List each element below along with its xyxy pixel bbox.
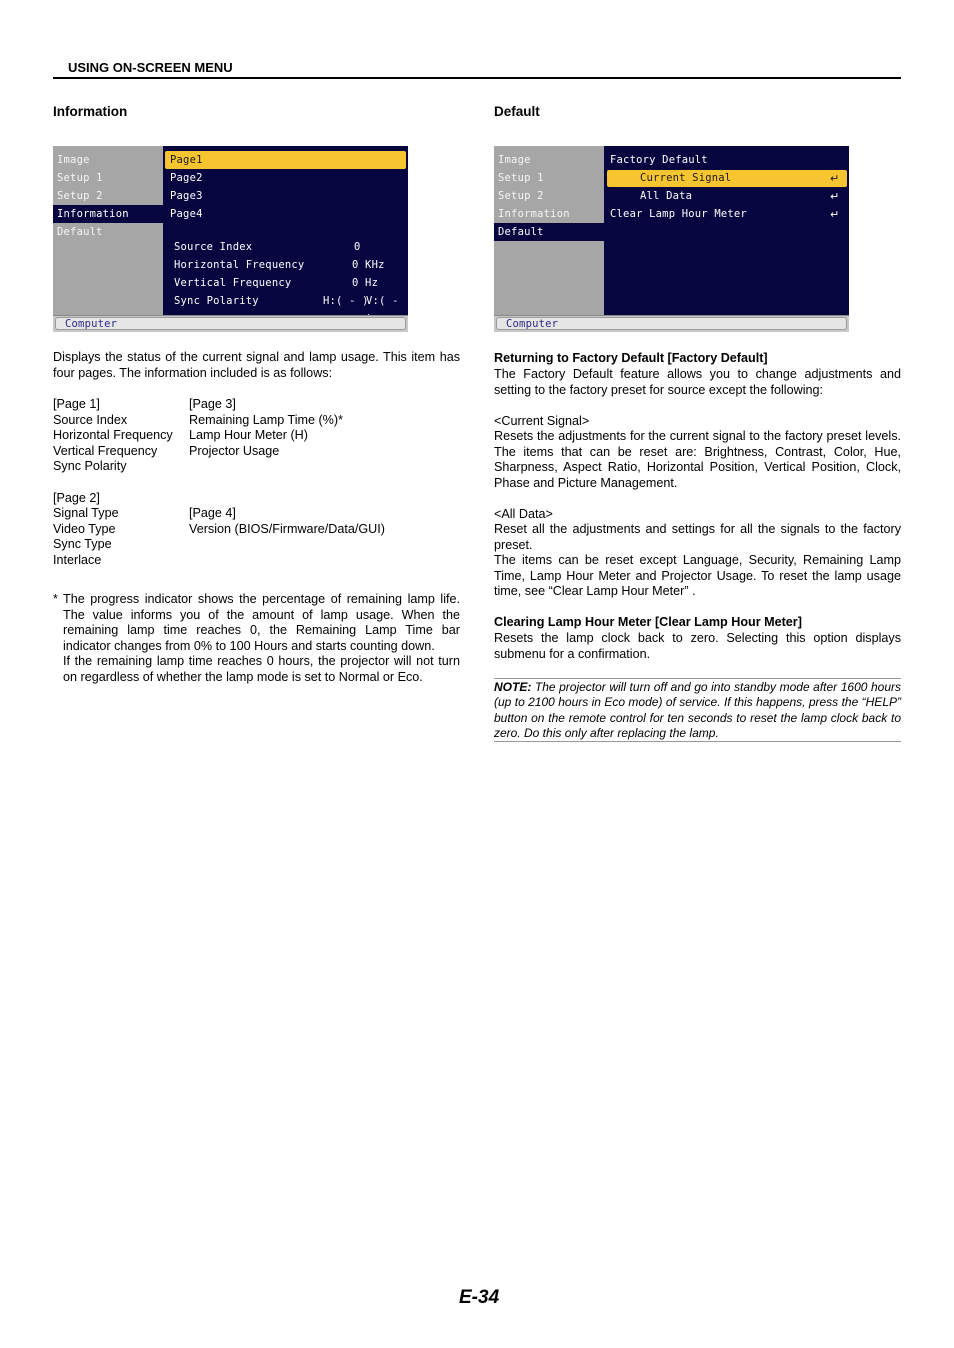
enter-icon: ↵ <box>830 208 840 221</box>
list-item: Projector Usage <box>189 443 280 458</box>
osd-value-sync-polarity-v: V:( - <box>366 295 399 307</box>
information-heading: Information <box>53 104 128 119</box>
note-box <box>494 680 901 742</box>
information-pages-col1 <box>53 397 189 569</box>
osd-value-sync-polarity-h: H:( - ) <box>323 295 369 307</box>
osd-menu-item-setup2[interactable]: Setup 2 <box>498 190 544 202</box>
footnote-text-2: If the remaining lamp time reaches 0 hours, the projector will not turn on regardless of whether the lamp mode is set to Normal or Eco. <box>63 654 460 684</box>
osd-page-tab-1[interactable]: Page1 <box>165 151 406 169</box>
enter-icon: ↵ <box>830 190 840 203</box>
note-label: NOTE: <box>494 680 532 694</box>
osd-menu-item-setup1[interactable]: Setup 1 <box>57 172 103 184</box>
osd-item-all-data[interactable]: All Data <box>640 190 693 202</box>
information-pages-col2 <box>189 397 460 537</box>
information-intro: Displays the status of the current signal and lamp usage. This item has four pages. The information included is as follows: <box>53 350 460 380</box>
osd-label-sync-polarity: Sync Polarity <box>174 295 259 307</box>
list-item: Horizontal Frequency <box>53 428 173 443</box>
list-item: [Page 4] <box>189 506 236 521</box>
default-osd-menu <box>494 146 849 332</box>
all-data-text-1: Reset all the adjustments and settings for all the signals to the factory preset. <box>494 522 901 552</box>
list-item: Video Type <box>53 521 116 536</box>
enter-icon: ↵ <box>830 172 840 185</box>
list-item: Sync Type <box>53 537 112 552</box>
osd-item-current-signal[interactable]: Current Signal <box>640 172 732 184</box>
note-top-rule <box>494 678 901 679</box>
osd-menu-item-information[interactable]: Information <box>53 205 163 223</box>
osd-menu-item-setup2[interactable]: Setup 2 <box>57 190 103 202</box>
all-data-text-2: The items can be reset except Language, Security, Remaining Lamp Time, Lamp Hour Meter and Projector Usage. To reset the lamp usage time, see “Clear Lamp Hour Meter” . <box>494 553 901 599</box>
osd-value-source-index: 0 <box>354 241 361 253</box>
osd-item-clear-lamp-hour-meter[interactable]: Clear Lamp Hour Meter <box>610 208 747 220</box>
list-item: Version (BIOS/Firmware/Data/GUI) <box>189 521 385 536</box>
osd-page-tab-2[interactable]: Page2 <box>170 172 203 184</box>
osd-menu-item-default[interactable]: Default <box>57 226 103 238</box>
osd-menu-item-image[interactable]: Image <box>57 154 90 166</box>
osd-source-label: Computer <box>65 318 118 330</box>
clear-lamp-text: Resets the lamp clock back to zero. Selecting this option displays submenu for a confirmation. <box>494 631 901 661</box>
osd-page-tab-4[interactable]: Page4 <box>170 208 203 220</box>
list-item: Lamp Hour Meter (H) <box>189 428 308 443</box>
list-item: Remaining Lamp Time (%)* <box>189 412 343 427</box>
osd-source-label: Computer <box>506 318 559 330</box>
list-item: [Page 2] <box>53 490 100 505</box>
current-signal-tag: <Current Signal> <box>494 414 590 428</box>
osd-label-vertical-frequency: Vertical Frequency <box>174 277 292 289</box>
osd-menu-item-image[interactable]: Image <box>498 154 531 166</box>
default-heading: Default <box>494 104 540 119</box>
factory-default-subheading: Returning to Factory Default [Factory Default] <box>494 351 768 365</box>
note-text: The projector will turn off and go into standby mode after 1600 hours (up to 2100 hours in Eco mode) of service. If this happens, press the “HELP” button on the remote control for ten seconds to reset the lamp clock back to zero. Do this only after replacing the lamp. <box>494 680 901 741</box>
osd-value-horizontal-frequency: 0 KHz <box>352 259 385 271</box>
current-signal-text: Resets the adjustments for the current signal to the factory preset levels. The items that can be reset are: Brightness, Contrast, Color, Hue, Sharpness, Aspect Ratio, Horizontal Position, Vertical Position, Clock, Phase and Picture Management. <box>494 429 901 490</box>
osd-label-source-index: Source Index <box>174 241 253 253</box>
osd-label-horizontal-frequency: Horizontal Frequency <box>174 259 305 271</box>
osd-page-tab-3[interactable]: Page3 <box>170 190 203 202</box>
running-header: USING ON-SCREEN MENU <box>68 60 233 75</box>
list-item: Source Index <box>53 412 128 427</box>
osd-menu-item-setup1[interactable]: Setup 1 <box>498 172 544 184</box>
list-item: Sync Polarity <box>53 459 127 474</box>
list-item: [Page 3] <box>189 397 236 411</box>
list-item: Signal Type <box>53 506 119 521</box>
footnote-marker: * <box>53 592 58 606</box>
list-item: [Page 1] <box>53 397 100 411</box>
osd-menu-item-information[interactable]: Information <box>498 208 570 220</box>
osd-item-factory-default[interactable]: Factory Default <box>610 154 708 166</box>
note-bottom-rule <box>494 741 901 742</box>
list-item: Vertical Frequency <box>53 443 158 458</box>
information-osd-menu <box>53 146 408 332</box>
header-rule <box>53 77 901 79</box>
clear-lamp-subheading: Clearing Lamp Hour Meter [Clear Lamp Hour Meter] <box>494 615 802 629</box>
osd-value-vertical-frequency: 0 Hz <box>352 277 379 289</box>
page-number: E-34 <box>459 1287 500 1308</box>
footnote-text-1: The progress indicator shows the percentage of remaining lamp life. The value informs you of the amount of lamp usage. When the remaining lamp time reaches 0, the Remaining Lamp Time bar indicator changes from 0% to 100 Hours and starts counting down. <box>63 592 460 653</box>
osd-menu-item-default[interactable]: Default <box>494 223 604 241</box>
list-item: Interlace <box>53 552 102 567</box>
factory-default-intro: The Factory Default feature allows you to change adjustments and setting to the factory preset for source except the following: <box>494 367 901 397</box>
osd-status-bar <box>53 315 408 332</box>
osd-status-bar <box>494 315 849 332</box>
all-data-tag: <All Data> <box>494 507 553 521</box>
